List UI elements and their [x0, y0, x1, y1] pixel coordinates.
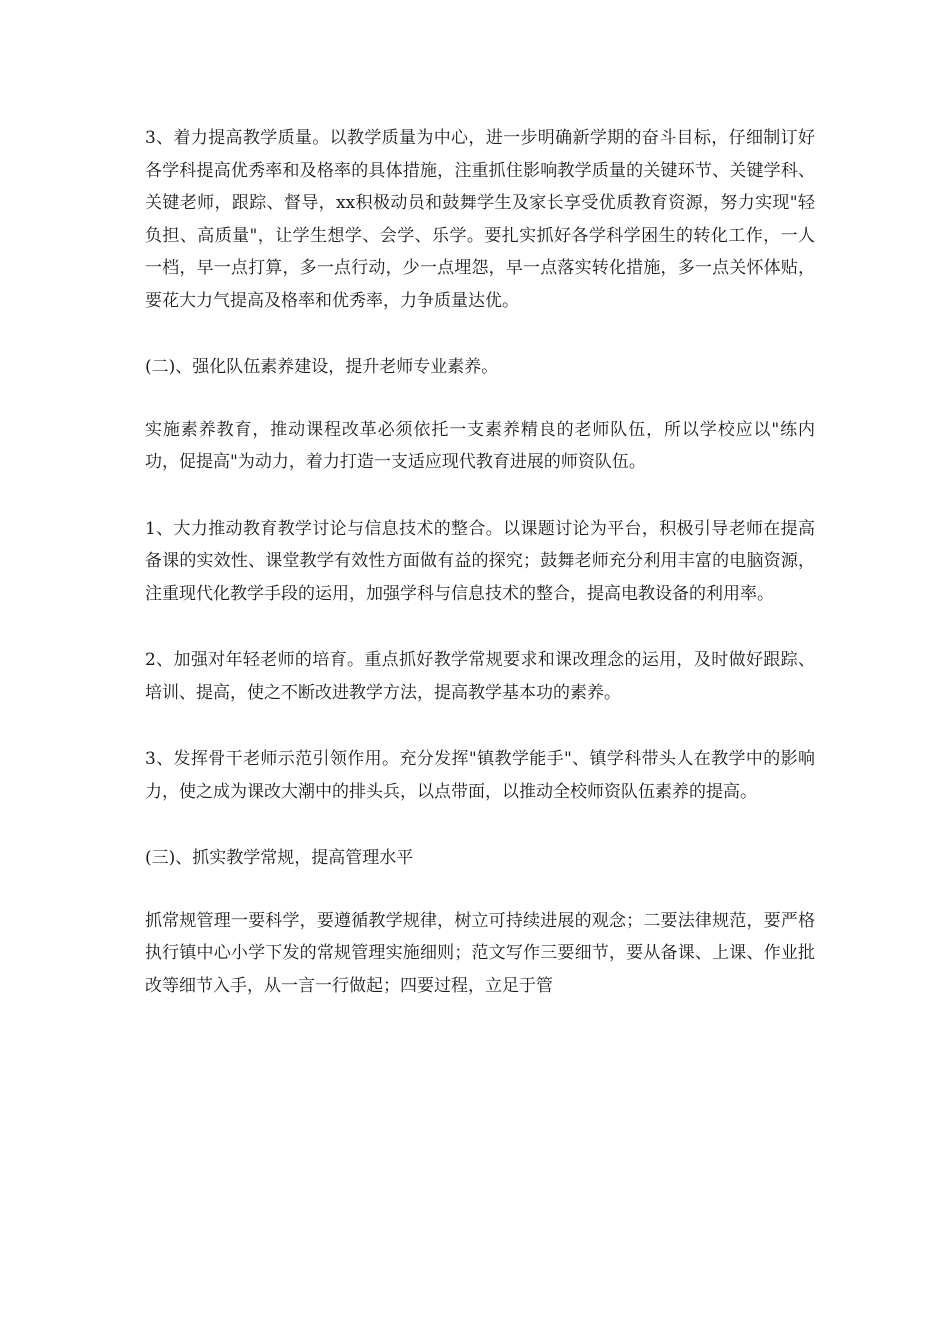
- section-heading-team: (二)、强化队伍素养建设，提升老师专业素养。: [145, 357, 499, 377]
- paragraph-routine-management: 抓常规管理一要科学，要遵循教学规律，树立可持续进展的观念；二要法律规范，要严格执行镇中心小学下发的常规管理实施细则；范文写作三要细节，要从备课、上课、作业批改等细节入手，从一言一行做起；四要过程，立足于管: [145, 910, 815, 996]
- section-heading-routine: (三)、抓实教学常规，提高管理水平: [145, 848, 414, 868]
- document-body: [145, 122, 815, 1036]
- paragraph-quality: 3、着力提高教学质量。以教学质量为中心，进一步明确新学期的奋斗目标，仔细制订好各学科提高优秀率和及格率的具体措施，注重抓住影响教学质量的关键环节、关键学科、关键老师，跟踪、督导，xx积极动员和鼓舞学生及家长享受优质教育资源，努力实现"轻负担、高质量"，让学生想学、会学、乐学。要扎实抓好各学科学困生的转化工作，一人一档，早一点打算，多一点行动，少一点埋怨，早一点落实转化措施，多一点关怀体贴，要花大力气提高及格率和优秀率，力争质量达优。: [145, 128, 815, 311]
- paragraph-backbone-teachers: 3、发挥骨干老师示范引领作用。充分发挥"镇教学能手"、镇学科带头人在教学中的影响力，使之成为课改大潮中的排头兵，以点带面，以推动全校师资队伍素养的提高。: [145, 749, 815, 802]
- paragraph-team-intro: 实施素养教育，推动课程改革必须依托一支素养精良的老师队伍，所以学校应以"练内功，促提高"为动力，着力打造一支适应现代教育进展的师资队伍。: [145, 419, 815, 472]
- paragraph-it-integration: 1、大力推动教育教学讨论与信息技术的整合。以课题讨论为平台，积极引导老师在提高备课的实效性、课堂教学有效性方面做有益的探究；鼓舞老师充分利用丰富的电脑资源，注重现代化教学手段的运用，加强学科与信息技术的整合，提高电教设备的利用率。: [145, 518, 815, 604]
- paragraph-young-teachers: 2、加强对年轻老师的培育。重点抓好教学常规要求和课改理念的运用，及时做好跟踪、培训、提高，使之不断改进教学方法，提高教学基本功的素养。: [145, 650, 815, 703]
